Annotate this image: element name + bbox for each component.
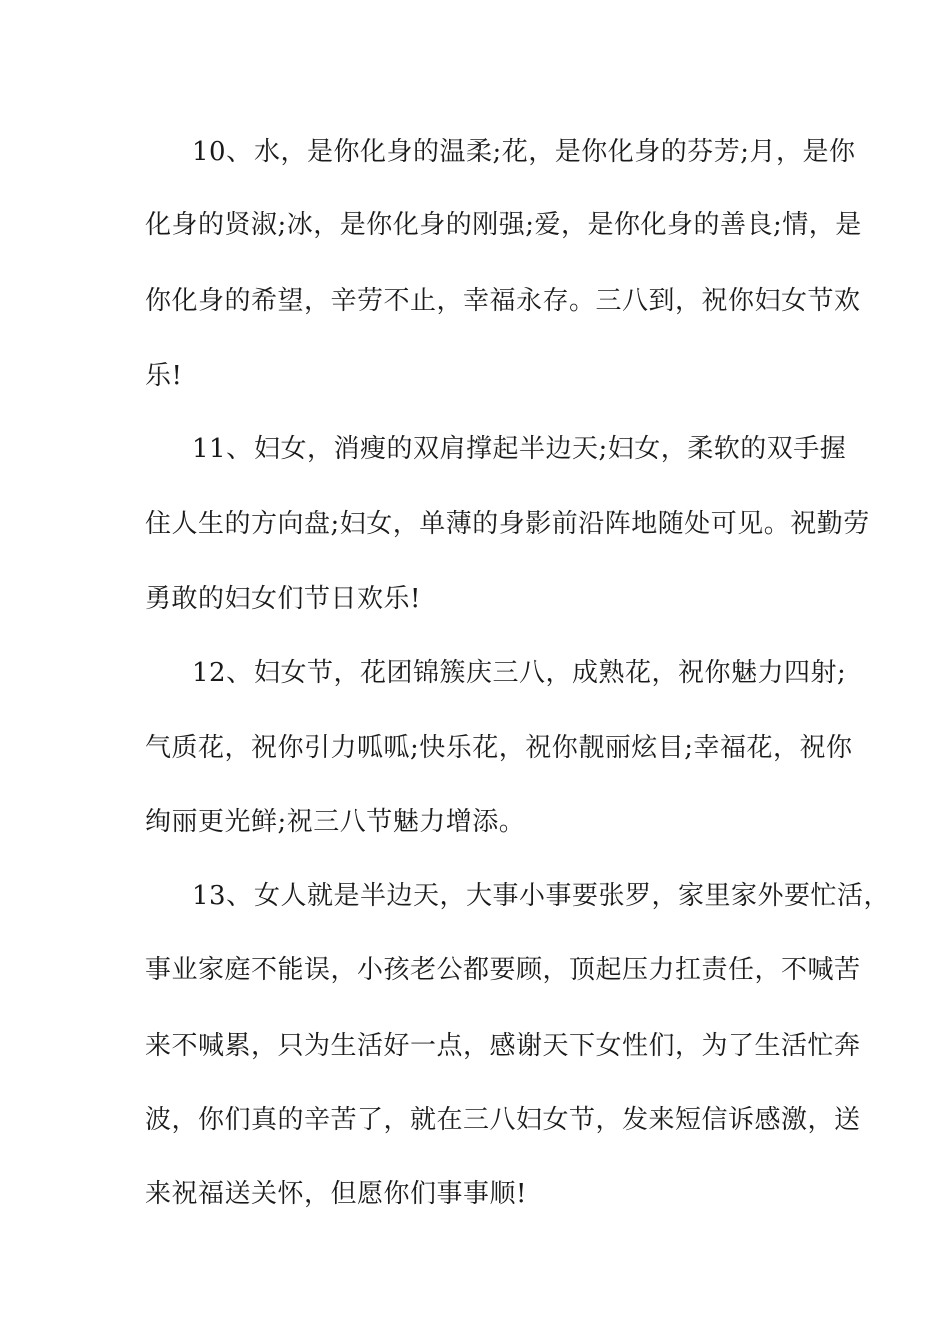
paragraph-10-line-1 (192, 136, 856, 168)
paragraph-13-line-5: 来祝福送关怀，但愿你们事事顺! (145, 1179, 527, 1209)
paragraph-13-line-2: 事业家庭不能误，小孩老公都要顾，顶起压力扛责任，不喊苦 (145, 955, 861, 985)
paragraph-11-line-1 (192, 433, 846, 465)
paragraph-text: 妇女节，花团锦簇庆三八，成熟花，祝你魅力四射; (254, 658, 847, 688)
paragraph-13-line-3: 来不喊累，只为生活好一点，感谢天下女性们，为了生活忙奔 (145, 1031, 861, 1061)
paragraph-13-line-4: 波，你们真的辛苦了，就在三八妇女节，发来短信诉感激，送 (145, 1105, 861, 1135)
paragraph-10-line-2: 化身的贤淑;冰，是你化身的刚强;爱，是你化身的善良;情，是 (145, 210, 862, 240)
paragraph-12-line-3: 绚丽更光鲜;祝三八节魅力增添。 (145, 807, 526, 837)
paragraph-number: 11、 (192, 434, 253, 464)
paragraph-text: 妇女，消瘦的双肩撑起半边天;妇女，柔软的双手握 (254, 434, 847, 464)
paragraph-12-line-2: 气质花，祝你引力呱呱;快乐花，祝你靓丽炫目;幸福花，祝你 (145, 733, 853, 763)
paragraph-10-line-3: 你化身的希望，辛劳不止，幸福永存。三八到，祝你妇女节欢 (145, 286, 861, 316)
paragraph-10-line-4: 乐! (145, 361, 183, 391)
paragraph-text: 女人就是半边天，大事小事要张罗，家里家外要忙活， (254, 881, 891, 911)
paragraph-13-line-1 (192, 880, 890, 912)
paragraph-number: 10、 (192, 137, 253, 167)
paragraph-11-line-3: 勇敢的妇女们节日欢乐! (145, 584, 421, 614)
paragraph-text: 水，是你化身的温柔;花，是你化身的芬芳;月，是你 (254, 137, 856, 167)
paragraph-number: 13、 (192, 881, 253, 911)
paragraph-number: 12、 (192, 658, 253, 688)
paragraph-12-line-1 (192, 657, 846, 689)
paragraph-11-line-2: 住人生的方向盘;妇女，单薄的身影前沿阵地随处可见。祝勤劳 (145, 509, 870, 539)
